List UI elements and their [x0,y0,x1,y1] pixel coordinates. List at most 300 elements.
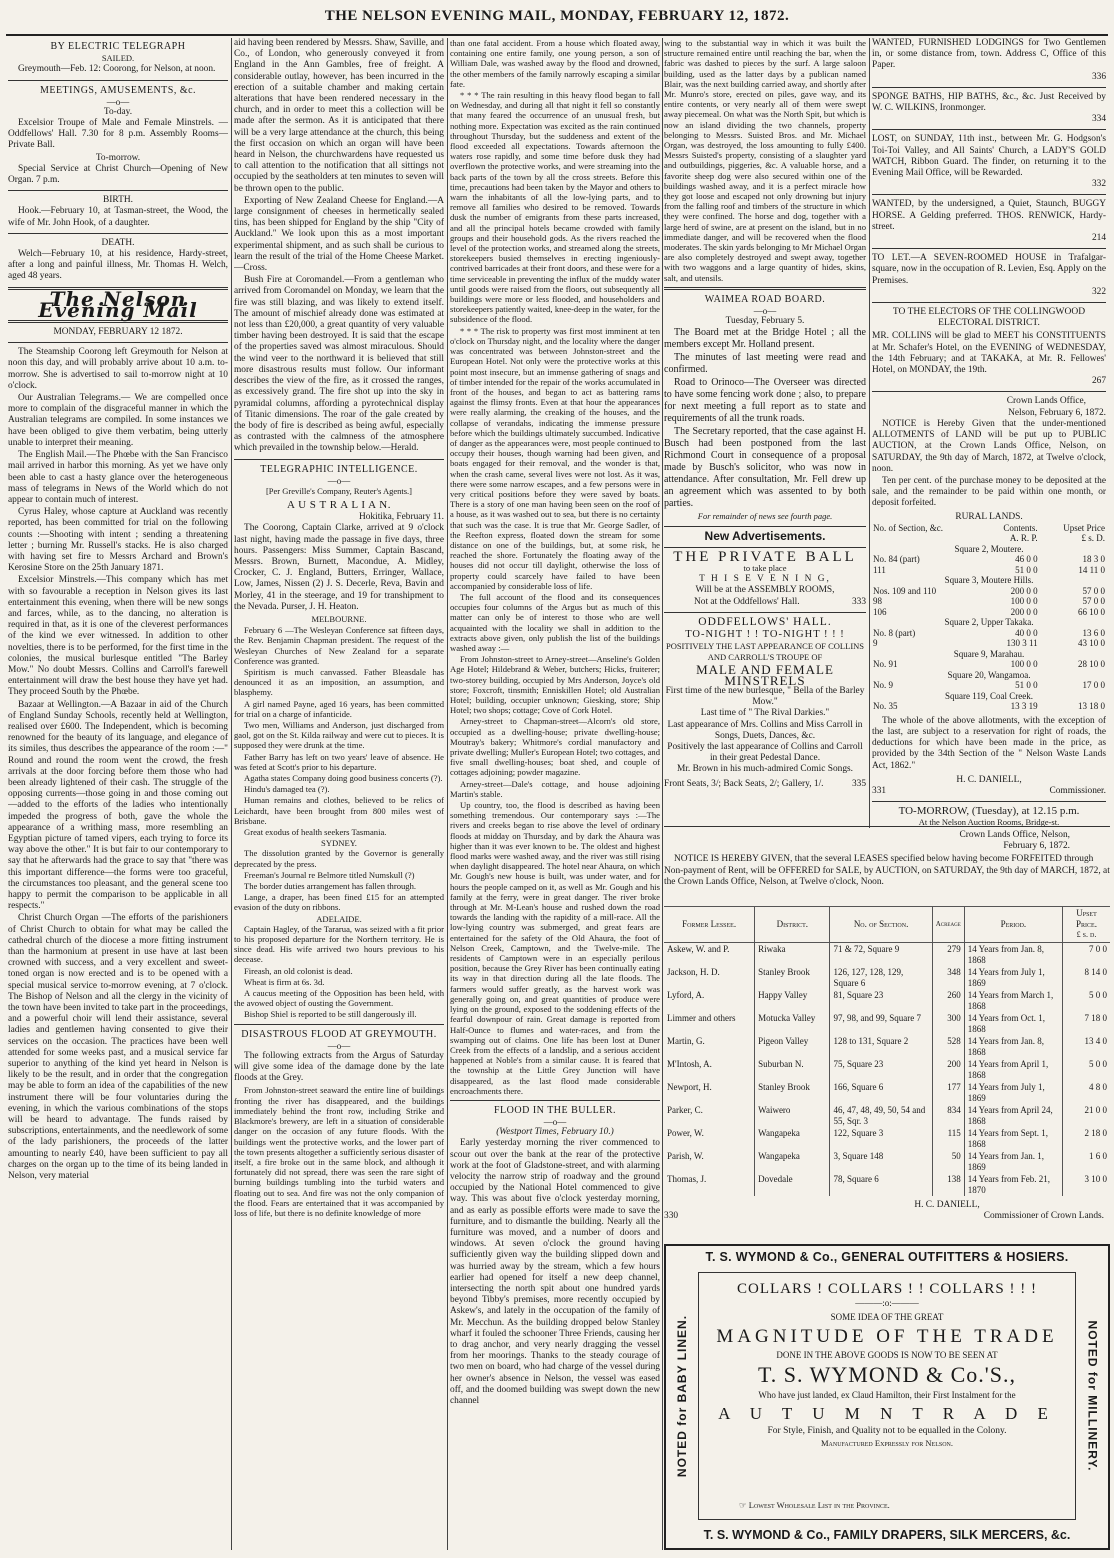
australian-heading: A U S T R A L I A N. [287,498,391,511]
notice-reservation: The whole of the above allotments, with the exception of the last, are subject to a reservation for right of roads, the deductions for which have been made in the price, as provided by the 34th Section of the " Nelson Waste Lands Act, 1862." [872,715,1106,771]
telegraph-heading: BY ELECTRIC TELEGRAPH [50,41,186,52]
table-cell: Stanley Brook [755,1081,830,1104]
table-cell: No. 35 [873,701,898,712]
rural-row [872,638,1106,649]
table-cell: 98 [873,596,882,607]
signature-title: Commissioner. [1049,785,1106,796]
table-cell: 7 18 0 [1063,1012,1111,1035]
table-cell: 14 Years from April 24, 1868 [964,1104,1062,1127]
birth-text: Hook.—February 10, at Tasman-street, the Wood, the wife of Mr. John Hook, of a daughter. [8,206,228,228]
table-cell: 3 10 0 [1063,1173,1111,1196]
dash-separator: —o— [543,1117,567,1128]
divider [664,826,1110,827]
news-item: Captain Hagley, of the Tararua, was seized with a fit prior to his proposed departure for the Northern territory. He is since dead. His wife arrived two hours previous to his decease. [234,923,444,965]
table-cell: 115 [932,1127,964,1150]
divider [872,129,1106,130]
leases-date: February 6, 1872. [1003,841,1070,852]
table-row [664,1081,1110,1104]
table-cell: No. 9 [873,680,893,691]
table-cell: 14 Years from April 1, 1868 [964,1058,1062,1081]
news-item: Freeman's Journal re Belmore titled Numskull (?) [244,869,415,880]
table-cell: 13 18 0 [1078,701,1105,712]
table-cell: 5 0 0 [1063,989,1111,1012]
table-cell: No. 84 (part) [873,554,920,565]
news-item: Fireash, an old colonist is dead. [244,965,353,976]
flood-heading: DISASTROUS FLOOD AT GREYMOUTH. [241,1028,437,1040]
masthead-rule [6,34,1108,36]
table-cell: 130 3 11 [1006,638,1038,649]
divider [664,612,866,613]
tomorrow-heading: To-morrow. [95,152,141,163]
today-text: Excelsior Troupe of Male and Female Minstrels. —Oddfellows' Hall. 7.30 for 8 p.m. Assembly Rooms—Private Ball. [8,118,228,151]
table-cell: 279 [932,943,964,967]
divider [450,1100,660,1101]
oddfellows-seats: Front Seats, 3/; Back Seats, 2/; Gallery, 1/. [664,778,824,789]
table-cell: 106 [873,606,887,617]
news-item: Lange, a draper, has been fined £15 for an attempted evasion of the duty on ribbons. [234,892,444,913]
ad-number: 331 [872,785,887,796]
table-cell: 200 0 0 [1010,606,1038,617]
article-flood-rain: * * * The rain resulting in this heavy flood began to fall on Wednesday, and during all that night it fell so constantly that many feared the occurrence of an unusual fresh, but nothing more. Expectation was excited as the rain continued throughout Thursday, but the suddeness and extent of the flood exceeded all expectations. Towards afternoon the waters rose rapidly, and some time before dusk they had overflown the protective works, and were streaming into the back parts of the town by all the cross streets. Before this time, precautions had been taken by the Mayor and others to warn the inhabitants of all the low-lying parts, and to remove all families who desired to be removed. Towards dusk the number of emigrants from these parts increased, and all the principal hotels became crowded with family groups and their household gods. As the rivers reached the level of the protection works, and streamed along the streets, storekeepers busied themselves in erecting ingeniously-contrived barricades at their front doors, and these were for a time serviceable in preventing the influx of the muddy water until goods were raised from the floors, out subsequently all buildings were more or less flooded, and householders and storekeepers patiently waited, knee-deep in the water, for the subsidence of the flood. [450,90,660,325]
article-telegrams: Our Australian Telegrams.— We are compelled once more to complain of the disgraceful manner in which the Australian telegrams are compiled. In some instances we have been obliged to give them verbatim, being utterly unable to interpret their meaning. [8,393,228,448]
telegraphic-subheading: [Per Greville's Company, Reuter's Agents.] [265,485,413,496]
crown-office: Crown Lands Office, [1006,396,1086,407]
table-cell: 100 0 0 [1010,596,1038,607]
wymond-autumn: A U T U M N T R A D E [718,1404,1056,1423]
rural-header [872,523,1106,534]
dash-separator: —o— [327,1040,351,1051]
table-cell: Suburban N. [755,1058,830,1081]
table-cell: 14 Years from July 1, 1869 [964,966,1062,989]
table-cell: 75, Square 23 [830,1058,932,1081]
wymond-lowest: ☞ Lowest Wholesale List in the Province. [739,1500,890,1510]
sailed-heading: SAILED. [101,53,135,64]
col-header: Acreage [932,907,964,943]
table-cell: 166, Square 6 [830,1081,932,1104]
table-cell: 7 0 0 [1063,943,1111,967]
ad-collins: MR. COLLINS will be glad to MEET his CONSTITUENTS at Mr. Schafer's Hotel, on the EVENING of WEDNESDAY, the 14th February; and at TAKAKA, at Mr. R. Fellowes' Hotel, on MONDAY, the 19th. 267 [872,331,1106,387]
table-cell: 17 0 0 [1082,680,1105,691]
column-3 [450,38,660,1550]
news-item: Spiritism is much canvassed. Father Bleasdale has denounced it as an imposition, an assumption, and blasphemy. [234,666,444,698]
table-cell: 14 11 0 [1078,564,1105,575]
sydney-heading: SYDNEY. [321,838,357,849]
today-heading: To-day. [103,106,133,117]
table-cell: Pigeon Valley [755,1035,830,1058]
news-item: A girl named Payne, aged 16 years, has been committed for trial on a charge of infanticide. [234,698,444,719]
oddfellows-line: Mr. Brown in his much-admired Comic Songs. [676,764,854,775]
electors-heading: TO THE ELECTORS OF THE COLLINGWOOD ELECTORAL DISTRICT. [892,307,1086,329]
table-row [664,989,1110,1012]
news-item: Great exodus of health seekers Tasmania. [244,827,387,838]
ad-lost-watch: LOST, on SUNDAY, 11th inst., between Mr. G. Hodgson's Toi-Toi Valley, and All Saints' Church, a LADY'S GOLD WATCH, Ribbon Guard. The finder, on returning it to the Evening Mail Office, will be Rewarded. 332 [872,134,1106,190]
divider [8,233,228,234]
table-row [664,1104,1110,1127]
wymond-done: DONE IN THE ABOVE GOODS IS NOW TO BE SEEN AT [776,1350,998,1360]
column-divider [662,38,663,1550]
table-cell: Waiwero [755,1104,830,1127]
table-row [664,1058,1110,1081]
unit: £ s. D. [1081,533,1105,544]
col-header: No. of Section. [830,907,932,943]
article-flood-risk: * * * The risk to property was first most imminent at ten o'clock on Thursday night, and the locality where the danger was concentrated was between Johnston-street and the European Hotel. Not only were the protective works at this point most insecure, but an immense gathering of snags and of timber intended for the repair of the works accumulated in front of the houses, and began to act as battering rams against the flimsy fronts. Even at that hour the appearances were really alarming, the creaking of the houses, and the collapse of verandahs, indicating the immense pressure before which the buildings ultimately succumbed. Indicative of danger as the appearances were, most people continued to occupy their houses, though warning had been given, and boats engaged for their removal, and the wonder is that, when the crash came, several lives were not lost. As it was, there were some narrow escapes, and a few persons were in very critical positions before they were saved by boats. There is a story of one man having been seen on the roof of a house, as it was washed out to sea, but there is no certainty that such was the case. It is true that Mr. George Sadler, of the Reefton express, floated down the stream for some distance on one of the buildings, but, at some risk, he reached the shore. Fortunately the floating away of the houses did not occur till daylight, otherwise the loss of property could scarcely have failed to have been accompanied by considerable loss of life. [450,325,660,591]
buller-heading: FLOOD IN THE BULLER. [493,1104,617,1116]
article-flood-list-1: From Johnston-street to Arney-street—Anseline's Golden Age Hotel; Hildebrand & Weber, butchers; Hicks, fruiterer; two-storey building, occupied by Mrs Anderson, Joyce's old store; Foxcroft, tinsmith; Enniskillen Hotel; old Australian Hotel; building, occupier unknown; Giesking, store; Ship Hotel; two shops; cottage; Cove of Cork Hotel. [450,654,660,716]
table-row [664,1035,1110,1058]
sailed-text: Greymouth—Feb. 12: Coorong, for Nelson, at noon. [18,64,216,75]
table-cell: Thomas, J. [667,1174,707,1184]
table-cell: 71 & 72, Square 9 [830,943,932,967]
article-english-mail: The English Mail.—The Phœbe with the San Francisco mail arrived in harbor this morning. As yet we have only been able to cast a hasty glance over the heterogeneous mass of telegrams in News of the World which do not appear to contain much of interest. [8,450,228,505]
leases-signature [664,1200,1110,1222]
ad-number: 333 [851,596,866,607]
wymond-foot: T. S. WYMOND & Co., FAMILY DRAPERS, SILK MERCERS, &c. [703,1528,1071,1542]
oddfellows-minstrels: MALE AND FEMALE MINSTRELS [696,661,834,688]
table-cell: 57 0 0 [1082,585,1105,596]
table-cell: 50 [932,1150,964,1173]
waimea-item: The Board met at the Bridge Hotel ; all the members except Mr. Holland present. [664,327,866,351]
column-4 [664,38,866,828]
waimea-item: The minutes of last meeting were read and confirmed. [664,352,866,376]
table-cell: 260 [932,989,964,1012]
table-cell: Wangapeka [755,1127,830,1150]
divider [234,1024,444,1025]
table-cell: 111 [873,564,886,575]
rural-square-heading: Square 3, Moutere Hills. [944,575,1034,586]
divider [664,526,866,527]
rural-square-heading: Square 119, Coal Creek. [945,690,1033,701]
news-item: Wheat is firm at 6s. 3d. [244,976,325,987]
col-header: No. of Section, &c. [873,522,943,533]
article-cyrus-haley: Cyrus Haley, whose capture at Auckland was recently reported, has been committed for trial on the following counts :—Shooting with intent ; sending a threatening letter ; burning Mr. Russell's stacks. He is also charged with having set fire to Messrs Archard and Brown's Kerosine Store on the 25th January 1871. [8,507,228,574]
wymond-magnitude: MAGNITUDE OF THE TRADE [716,1326,1058,1347]
tomorrow-auction: TO-MORROW, (Tuesday), at 12.15 p.m. [898,805,1080,818]
table-cell: 8 14 0 [1063,966,1111,989]
table-cell: 13 4 0 [1063,1035,1111,1058]
article-flood-account: The full account of the flood and its consequences occupies four columns of the Argus but as much of this matter can only be of interest to those who are well acquainted with the locality we shall in addition to the extracts above given, only publish the list of the buildings washed away :— [450,591,660,653]
table-cell: 66 10 0 [1078,606,1105,617]
unit: A. R. P. [1009,533,1038,544]
col-header: Upset Price. £ s. d. [1063,907,1111,943]
ball-where: Will be at the ASSEMBLY ROOMS, [695,585,835,596]
rural-square-heading: Square 9, Marahau. [953,648,1025,659]
article-flood-extract: From Johnston-street seaward the entire line of buildings fronting the river has disappeared, and the buildings immediately behind the front row, including Strike and Blackmore's brewery, are left in a situation of considerable danger on the occasion of any future floods. With the buildings went the protective works, and the lower part of the town presents altogether a sufficiently serious disaster of itself, a fire broke out in the same block, and although it fortunately did not spread, there was seen the rare sight of burning buildings tumbling into the turbid waters and floating out to sea. And fire was not the only companion of the flood. Fears are entertained that it was accompanied by loss of life, but there is no definite knowledge of more [234,1085,444,1218]
birth-heading: BIRTH. [103,195,133,206]
article-coorong-arrival: The Coorong, Captain Clarke, arrived at 9 o'clock last night, having made the passage in five days, three hours. Passengers: Miss Summer, Captain Bascand, Messrs. Brown, Burnett, Macondue, A. Midley, Crocker, C. J. England, Butters, Erringer, Wallace, Low, James, Nissen (2) J. S. Decerle, Reva, Bavin and Morley, 41 in the steerage, and 19 for transhipment to the Nevada. Purser, J. H. Heaton. [234,523,444,612]
table-cell: 1 6 0 [1063,1150,1111,1173]
leases-notice-text: NOTICE IS HEREBY GIVEN, that the several LEASES specified below having become FORFEITED through Non-payment of Rent, will be OFFERED for SALE, by AUCTION, on SATURDAY, the 9th day of MARCH, 1872, at the Crown Lands Office, Nelson, at Twelve o'clock, Noon. [664,854,1110,887]
remainder-note: For remainder of news see fourth page. [697,511,833,522]
article-bazaar: Bazaar at Wellington.—A Bazaar in aid of the Church of England Sunday Schools, recently held at Wellington, realised over £600. The Independent, which is becoming renowned for the beauty of its language, and elegance of its similes, thus describes the appearance of the room :—" Round and round the room went the crowd, the fresh arrivals at the door forcing before them those who had been already lightened of their cash. The struggle of the opposing currents—those going in and those coming out—added to the efforts of the ladies who intentionally impeded the progress of both, gave the whole the appearance of a writhing mass, more resembling an Egyptian picture of tamed vipers, each trying to force its way above the other." It is but fair to our contemporary to say that he afterwards had the grace to say that "there was this important difference—the forms were too graceful, the circumstances too pleasant, and the general scene too happy to permit the comparison to be applicable in all respects." [8,699,228,912]
news-item: February 6 —The Wesleyan Conference sat fifteen days, the Rev. Benjamin Chapman president. The request of the Wesleyan Churches of New Zealand for a separate Conference was granted. [234,625,444,666]
news-item: Two men, Williams and Anderson, just discharged from gaol, got on the St. Kilda railway and were cut to pieces. It is supposed they were drunk at the time. [234,719,444,751]
wymond-side-right: NOTED for MILLINERY. [1085,1320,1100,1472]
article-flood-list-2: Arney-street to Chapman-street—Alcorn's old store, occupied as a dwelling-house; private dwelling-house; Moutray's bakery; Whitmore's cordial manufactory and private dwelling; Muller's European Hotel; two cottages, and five small dwelling-houses; boat shed, and couple of cottages adjoining; powder magazine. [450,716,660,778]
rural-square-heading: Square 20, Wangamoa. [947,669,1031,680]
article-flood-intro: The following extracts from the Argus of Saturday will give some idea of the damage done by the late floods at the Grey. [234,1050,444,1084]
table-cell: 14 Years from Oct. 1, 1868 [964,1012,1062,1035]
table-cell: 51 0 0 [1015,564,1038,575]
table-cell: 13 3 19 [1010,701,1038,712]
rural-row [872,607,1106,618]
wymond-landed: Who have just landed, ex Claud Hamilton, their First Instalment for the [758,1390,1016,1400]
table-cell: 3, Square 148 [830,1150,932,1173]
leases-header [664,907,1110,943]
table-cell: 2 18 0 [1063,1127,1111,1150]
dash-separator: ———:o:——— [855,1298,919,1308]
death-text: Welch—February 10, at his residence, Hardy-street, after a long and painful illness, Mr. Thomas H. Welch, aged 48 years. [8,249,228,282]
table-cell: Motucka Valley [755,1012,830,1035]
column-1 [8,38,228,1550]
table-row [664,1127,1110,1150]
table-cell: 18 3 0 [1082,554,1105,565]
divider [872,801,1106,802]
article-bush-fire: Bush Fire at Coromandel.—From a gentleman who arrived from Coromandel on Monday, we learn that the fire was still blazing, and was likely to extend itself. The amount of mischief already done was estimated at not less than £20,000, a great quantity of very valuable timber having been destroyed. It is said that the escape of the properties saved was almost miraculous. Should the wind veer to the northward it is believed that still more disastrous results must follow. Our informant describes the view of the fire, as it crossed the ranges, as excessively grand. The fire shot up into the sky in pyramidal columns, affording a pyrotechnical display of Titanic dimensions. The roar of the gale created by the body of fire is described as being awful, especially as contrasted with the calmness of the atmosphere which prevailed in the township below.—Herald. [234,275,444,454]
table-cell: 300 [932,1012,964,1035]
table-cell: Askew, W. and P. [667,944,730,954]
news-item: Human remains and clothes, believed to be relics of Leichardt, have been brought from 800 miles west of Brisbane. [234,795,444,826]
table-row [664,966,1110,989]
table-cell: 97, 98, and 99, Square 7 [830,1012,932,1035]
table-cell: 834 [932,1104,964,1127]
table-cell: Lyford, A. [667,990,705,1000]
death-heading: DEATH. [101,237,135,248]
table-cell: 57 0 0 [1082,596,1105,607]
dash-separator: —o— [753,306,777,317]
notice-allotments: NOTICE is Hereby Given that the under-mentioned ALLOTMENTS of LAND will be put up to PUBLIC AUCTION, at the Crown Lands Office, Nelson, on SATURDAY, the 9th day of March, 1872, at Twelve o'clock, noon. [872,418,1106,474]
table-cell: No. 8 (part) [873,627,916,638]
table-cell: 46 0 0 [1015,554,1038,565]
table-cell: Parish, W. [667,1151,704,1161]
divider [872,302,1106,303]
table-cell: Nos. 109 and 110 [873,585,937,596]
table-cell: 14 Years from Jan. 8, 1868 [964,943,1062,967]
rural-row [872,554,1106,565]
rural-row [872,680,1106,691]
column-divider [869,38,870,828]
news-item: The border duties arrangement has fallen through. [244,881,417,892]
divider [234,459,444,460]
signature-name: H. C. DANIELL, [956,774,1022,785]
article-flood-upcountry: Up country, too, the flood is described as having been something tremendous. Our contemporary says :—The rivers and creeks began to rise above the level of ordinary floods at midday on Thursday, and by dark the Ahaura was higher than it was ever known to be. The oldest and highest flood marks were washed away, and the river was still rising when daylight disappeared. The hotel near Ahaura, on which Mr. Gough's new house is built, was under water, and for hours the people camped on it, as well as Mr. Gough and his family at the ferry, were in great danger. The river broke through at Mr. M-Lean's house and rushed down the road towards the landing with the rapidity of a mill-race. All the low-lying country was submerged, and great fears are entertained for the safety of the Old Ahaura, the foot of Nelson Creek, Camptown, and the Twelve-mile. The residents of Camptown were in an especially perilous position, because the Grey River has been continually eating its way in that direction during all the late floods. The farmers would suffer greatly, as the harvest work was generally going on, and great quantities of produce were lying on the ground, exposed to the soddening effects of the fearful downpour of rain. Great damage is reported from Half-Ounce to flumes and water-races, and from the swamping out of claims. One life has been lost at Duner Creek from the effects of a landslip, and a serious accident happened at Noble's from a similar cause. It is feared that the township at the Little Grey Junction will have disappeared, as the last flood made considerable encroachments there. [450,800,660,1096]
table-cell: 14 Years from Jan. 8, 1868 [964,1035,1062,1058]
wymond-style: For Style, Finish, and Quality not to be equalled in the Colony. [767,1426,1007,1436]
table-cell: 14 Years from March 1, 1868 [964,989,1062,1012]
waimea-date: Tuesday, February 5. [725,316,805,327]
pointing-hand-icon: ☞ [739,1500,747,1510]
table-cell: M'Intosh, A. [667,1059,712,1069]
table-cell: 200 [932,1058,964,1081]
article-buller: Early yesterday morning the river commenced to scour out over the bank at the rear of the protective work at the foot of Gladstone-street, and with alarming velocity the narrow strip of roadway and the ground occupied by the National Hotel commenced to give way. This was about five o'clock yesterday morning, and as early as possible efforts were made to save the furniture, and to dismantle the building. Nearly all the furniture was moved, and a number of doors and windows. At seven o'clock the ground having sufficiently given way the building slipped down and was hurried away by the stream, which a few hours earlier had opened for itself a new deep channel, intersecting the north spit about one hundred yards beyond Tibby's premises, more recently occupied by Askew's, and lately in the occupation of the family of Mr. Mecchun. As the building dropped below Stanley wharf it fouled the schooner Three Friends, causing her to drag anchor, and very nearly dragging the vessel from her moorings. Thanks to the steady courage of two men on board, who had charge of the vessel during her owner's absence in Nelson, the vessel was eased off, and the doomed building was swept down the new channel [450,1138,660,1406]
col-header: Upset Price [1063,522,1105,533]
oddfellows-title: ODDFELLOWS' HALL. [698,615,832,628]
table-row [664,1150,1110,1173]
rural-row [872,628,1106,639]
hokitika-dateline: Hokitika, February 11. [358,512,444,523]
table-cell: No. 91 [873,659,898,670]
col-header: District. [755,907,830,943]
ad-number: 335 [851,778,866,789]
divider [8,80,228,81]
masthead: THE NELSON EVENING MAIL, MONDAY, FEBRUARY 12, 1872. [324,8,790,24]
table-cell: 14 Years from July 1, 1869 [964,1081,1062,1104]
ball-evening: T H I S E V E N I N G, [699,574,831,585]
column-2 [234,38,444,1550]
table-cell: 9 [873,638,878,649]
table-cell: 126, 127, 128, 129, Square 6 [830,966,932,989]
wymond-some: SOME IDEA OF THE GREAT [830,1312,944,1322]
divider [8,190,228,191]
table-cell: Limmer and others [667,1013,736,1023]
table-cell: 122, Square 3 [830,1127,932,1150]
column-divider [231,38,232,1550]
article-flood-list-3: Arney-street—Dale's cottage, and house adjoining Martin's stable. [450,778,660,799]
wymond-collars: COLLARS ! COLLARS ! ! COLLARS ! ! ! [737,1281,1037,1297]
paper-title: The Nelson Evening Mail [38,286,198,322]
divider [8,342,228,343]
buller-source: (Westport Times, February 10.) [496,1127,614,1138]
table-cell: 348 [932,966,964,989]
oddfellows-line: Last time of " The Rival Darkies." [700,708,830,719]
table-cell: 128 to 131, Square 2 [830,1035,932,1058]
oddfellows-tonight: TO-NIGHT ! ! TO-NIGHT ! ! ! [685,628,845,640]
table-cell: Power, W. [667,1128,704,1138]
divider [872,87,1106,88]
table-cell: 4 8 0 [1063,1081,1111,1104]
notice-deposit: Ten per cent. of the purchase money to be deposited at the sale, and the remainder to be paid within one month, or deposit forfeited. [872,475,1106,509]
ad-number: 330 [664,1211,679,1222]
wymond-advertisement [664,1244,1110,1550]
ad-buggy-horse: WANTED, by the undersigned, a Quiet, Staunch, BUGGY HORSE. A Gelding preferred. THOS. RENWICK, Hardy-street. 214 [872,199,1106,244]
table-cell: Stanley Brook [755,966,830,989]
rural-row [872,586,1106,597]
new-advertisements-heading: New Advertisements. [704,529,826,544]
date-line: MONDAY, FEBRUARY 12 1872. [53,327,183,338]
table-cell: Martin, G. [667,1036,705,1046]
rural-square-heading: Square 2, Moutere. [954,543,1024,554]
table-cell: 138 [932,1173,964,1196]
col-header: Period. [964,907,1062,943]
table-cell: 21 0 0 [1063,1104,1111,1127]
news-item: Bishop Shiel is reported to be still dangerously ill. [244,1009,417,1020]
ad-sponge-baths: SPONGE BATHS, HIP BATHS, &c., &c. Just Received by W. C. WILKINS, Ironmonger. 334 [872,91,1106,125]
news-item: Hindu's damaged tea (?). [244,784,330,795]
leases-table [664,906,1110,1196]
col-header: Contents. [1003,522,1038,533]
article-organ-cont: aid having been rendered by Messrs. Shaw, Saville, and Co., of London, who generously conveyed it from England in the Ann Gambles, free of freight. A considerable outlay, however, has been incurred in the erection of a suitable chamber and making certain alterations that have been rendered necessary in the church, and in order to meet this a collection will be made after the sermon. As it is anticipated that there will be a very large attendance at the church, this being the first occasion on which an organ will have been heard in Nelson, the churchwardens have requested us to call attention to the notification that all sittings not occupied by the seatholders at ten minutes to seven will be thrown open to the public. [234,38,444,194]
melbourne-heading: MELBOURNE. [311,613,367,624]
divider [872,391,1106,392]
rural-square-heading: Square 2, Upper Takaka. [944,617,1034,628]
tomorrow-text: Special Service at Christ Church—Opening of New Organ. 7 p.m. [8,163,228,186]
adelaide-heading: ADELAIDE. [316,913,362,924]
table-cell: 14 Years from Sept. 1, 1868 [964,1127,1062,1150]
table-cell: 28 10 0 [1078,659,1105,670]
table-cell: 528 [932,1035,964,1058]
article-flood-cont: than one fatal accident. From a house which floated away, containing one entire family, one young person, a son of William Dale, was washed away by the flood and drowned, the other members of the family narrowly escaping a similar fate. [450,38,660,89]
table-cell: 14 Years from Feb. 21, 1870 [964,1173,1062,1196]
meetings-heading: MEETINGS, AMUSEMENTS, &c. [39,84,197,96]
ball-title: THE PRIVATE BALL [673,548,857,565]
oddfellows-positively: POSITIVELY THE LAST APPEARANCE OF COLLINS AND CARROLL'S TROUPE OF [665,641,865,663]
table-row [664,943,1110,967]
tomorrow-where: At the Nelson Auction Rooms, Bridge-st. [918,817,1060,828]
oddfellows-line: Positively the last appearance of Collins and Carroll in their great Pedestal Dance. [667,741,863,764]
rural-row [872,659,1106,670]
waimea-item: Road to Orinoco—The Overseer was directed to have some fencing work done ; also, to prepare for next meeting a full report as to state and requirements of all the trunk roads. [664,377,866,425]
column-5 [872,38,1106,828]
dash-separator: —o— [106,96,130,107]
ball-not: Not at the Oddfellows' Hall. [694,596,800,607]
article-buller-cont: wing to the substantial way in which it was built the structure remained entire until reaching the bar, when the fabric was dashed to pieces by the surf. A large saloon building, used as the latter days by a publican named Blair, was the next building carried away, and shortly after Mr. Munro's store, erected on piles, gave way, and its entire contents, or very nearly all of them were swept away piecemeal. On what was the North Spit, but which is now an island dividing the two channels, property belonging to Messrs. Suisted Bros. and Mr. Michael Organ, was destroyed, the loss amounting to fully £400. Messrs Suisted's property, consisting of a slaughter yard and outbuildings, piggeries, &c. A valuable horse, and a favorite sheep dog were also secured within one of the buildings washed away, and it is a perfect miracle how they got loose and escaped not only drowning but injury from the falling roof and timbers of the structure in which they were confined. The horse and dog, together with a large herd of swine, are at present on the island, but in no immediate danger, and will be recovered when the flood moderates. The skin yards belonging to Mr Michael Organ are also completely destroyed and swept away, together with two waggons and a large quantity of hides, skins, salt, and utensils. [664,38,866,283]
column-divider [447,38,448,1550]
rural-units [872,533,1106,544]
table-cell: Parker, C. [667,1105,703,1115]
leases-office: Crown Lands Office, Nelson, [959,830,1070,840]
table-cell: 46, 47, 48, 49, 50, 54 and 55, Sqr. 3 [830,1104,932,1127]
article-cheese: Exporting of New Zealand Cheese for England.—A large consignment of cheeses in hermetically sealed tins, has been shipped for England by the ship "City of Auckland." We look upon this as a most important experimental shipment, and as such shall be curious to learn the result of the trial of the Home Cheese Market.—Cross. [234,195,444,274]
table-cell: 177 [932,1081,964,1104]
divider [872,248,1106,249]
table-cell: 14 Years from Jan. 1, 1869 [964,1150,1062,1173]
table-cell: 5 0 0 [1063,1058,1111,1081]
dash-separator: —o— [327,475,351,486]
oddfellows-line: First time of the new burlesque, " Bella of the Barley Mow." [665,685,865,708]
article-organ: Christ Church Organ —The efforts of the parishioners of Christ Church to obtain for what may be called the cathedral church of the diocese a more fitting instrument than the harmonium at present in use have at last been crowned with success, and a very excellent and sweet-toned organ is now erected and is to be opened with a special musical service to-morrow evening, at 7 o'clock. The Bishop of Nelson and all the clergy in the vicinity of the town have been invited to take part in the proceedings, and a powerful choir will lend their assistance, several ladies and gentlemen having consented to give their services on the occasion. The practices have been well attended for some weeks past, and a musical service far superior to anything of the kind yet heard in Nelson is likely to be the result, and in order that the congregation may be able to form an idea of the capabilities of the new instrument there will be four voluntaries during the evening, in which the various combinations of the stops will be heard to advantage. The funds raised by subscriptions, entertainments, and the needlework of some of the lady parishioners, the proceeds of the latter amounting to nearly £40, have been sufficient to pay all charges on the organ up to the time of its being landed in Nelson, very material [8,913,228,1182]
ball-sub: to take place [743,562,787,573]
wymond-head: T. S. WYMOND & Co., GENERAL OUTFITTERS & HOSIERS. [705,1250,1069,1264]
signature-title: Commissioner of Crown Lands. [983,1211,1104,1222]
table-row [664,1012,1110,1035]
divider [664,287,866,290]
telegraphic-heading: TELEGRAPHIC INTELLIGENCE. [260,463,418,475]
oddfellows-line: Last appearance of Mrs. Collins and Miss Carroll in Songs, Duets, Dances, &c. [667,719,863,741]
leases-notice [664,830,1110,889]
waimea-item: The Secretary reported, that the case against H. Busch had been postponed from the last Richmond Court in consequence of a proposal made by Busch's solicitor, who was now in attendance. After consultation, Mr. Fell drew up an agreement which was assented to by both parties. [664,426,866,510]
rural-row [872,565,1106,576]
rural-row [872,701,1106,712]
ad-lodgings: WANTED, FURNISHED LODGINGS for Two Gentlemen in, or some distance from, town. Address C, Office of this Paper. 336 [872,38,1106,82]
table-cell: 100 0 0 [1010,659,1038,670]
news-item: The dissolution granted by the Governor is generally deprecated by the press. [234,848,444,869]
table-cell: 13 6 0 [1082,627,1105,638]
col-header: Former Lessee. [664,907,755,943]
ad-to-let: TO LET.—A SEVEN-ROOMED HOUSE in Trafalgar-square, now in the occupation of R. Levien, Esq. Apply on the Premises. 322 [872,253,1106,297]
divider [872,194,1106,195]
wymond-firm: T. S. WYMOND & Co.'S., [757,1362,1016,1387]
table-row [664,1173,1110,1196]
wymond-side-left: NOTED for BABY LINEN. [675,1314,689,1478]
crown-date: Nelson, February 6, 1872. [1008,407,1106,418]
table-cell: Jackson, H. D. [667,967,720,977]
waimea-heading: WAIMEA ROAD BOARD. [704,293,826,305]
divider [664,547,866,548]
rural-heading: RURAL LANDS. [955,511,1023,522]
table-cell: 200 0 0 [1010,585,1038,596]
wymond-manufactured: Manufactured Expressly for Nelson. [820,1438,954,1448]
table-cell: Dovedale [755,1173,830,1196]
table-cell: Riwaka [755,943,830,967]
rural-lands-table [872,523,1106,712]
article-minstrels: Excelsior Minstrels.—This company which has met with so favourable a reception in Nelson gives its last entertainment this evening, when there will be new songs and farces, while, as to the dancing, no alteration is required in that, as it is one of the cleverest performances of the kind we ever witnessed. In addition to other novelties, there is to be performed, for the first time in the colonies, the musical burlesque entitled "The Barley Mow." No doubt Messrs. Collins and Carroll's farewell entertainment will draw the best house they have yet had. They proceed South by the Phœbe. [8,575,228,698]
table-cell: Newport, H. [667,1082,712,1092]
news-item: Agatha states Company doing good business concerts (?). [244,773,443,783]
table-cell: 40 0 0 [1015,627,1038,638]
table-cell: 81, Square 23 [830,989,932,1012]
rural-row [872,596,1106,607]
table-cell: 78, Square 6 [830,1173,932,1196]
wymond-body [698,1272,1076,1520]
